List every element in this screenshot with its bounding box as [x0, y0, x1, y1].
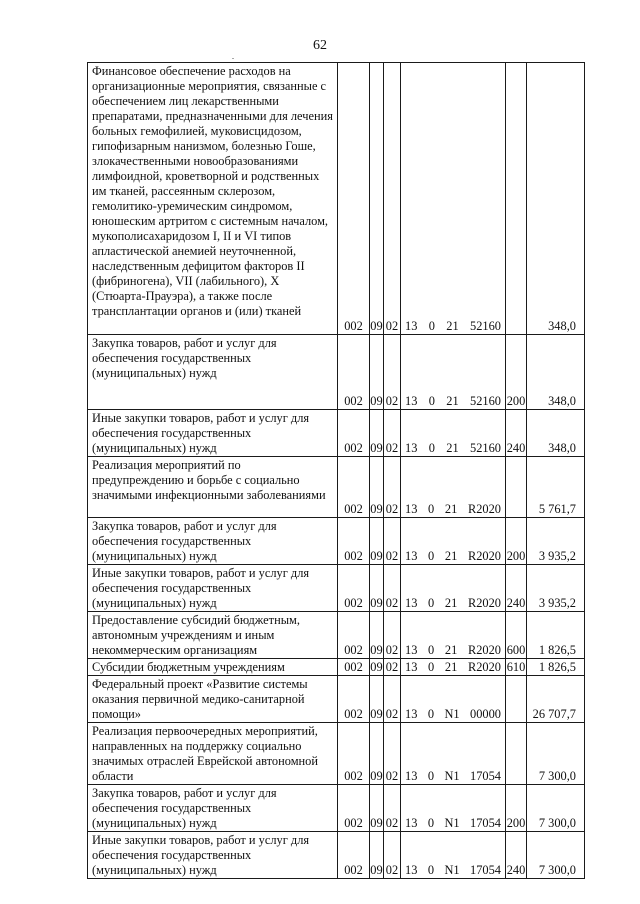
target-article-code	[401, 457, 506, 518]
target-direction-code: 52160	[470, 394, 501, 408]
target-direction-code: 52160	[470, 441, 501, 455]
row-name: Иные закупки товаров, работ и услуг для обеспечения государственных (муниципальных) нужд	[88, 410, 338, 457]
target-subprogram-code: 0	[427, 863, 435, 877]
target-subprogram-code: 0	[428, 660, 435, 674]
ministry-code: 002	[338, 612, 370, 659]
row-name: Закупка товаров, работ и услуг для обеспечения государственных (муниципальных) нужд	[88, 335, 338, 410]
subsection-code: 02	[384, 457, 401, 518]
target-article-parts	[403, 660, 503, 675]
subsection-code: 02	[384, 335, 401, 410]
expense-type-code	[506, 63, 527, 335]
target-subprogram-code: 0	[427, 769, 435, 783]
table-row	[88, 457, 585, 518]
target-program-code: 13	[405, 394, 418, 408]
target-subprogram-code: 0	[427, 816, 435, 830]
target-article-code	[401, 518, 506, 565]
ministry-code: 002	[338, 335, 370, 410]
target-article-code	[401, 612, 506, 659]
section-code: 09	[370, 723, 384, 785]
row-name: Реализация первоочередных мероприятий, направленных на поддержку социально значимых отраслей Еврейской автономной области	[88, 723, 338, 785]
table-row	[88, 659, 585, 676]
expense-type-code: 200	[506, 518, 527, 565]
expense-type-code: 610	[506, 660, 526, 674]
row-name: Предоставление субсидий бюджетным, автономным учреждениям и иным некоммерческим организациям	[88, 612, 338, 659]
subsection-code: 02	[384, 659, 401, 676]
target-article-parts	[403, 816, 503, 831]
target-program-code: 13	[405, 502, 418, 516]
ministry-code: 002	[338, 832, 370, 879]
target-direction-code: R2020	[467, 596, 501, 610]
row-name: Реализация мероприятий по предупреждению и борьбе с социально значимыми инфекционными заболеваниями	[88, 457, 338, 518]
subsection-code: 02	[384, 410, 401, 457]
target-article-parts	[403, 441, 503, 456]
amount-value: 348,0	[527, 335, 585, 410]
subsection-code: 02	[384, 518, 401, 565]
row-name: Субсидии бюджетным учреждениям	[88, 659, 338, 676]
target-project-code: 21	[446, 394, 459, 408]
target-program-code: 13	[405, 441, 418, 455]
section-code: 09	[370, 335, 384, 410]
target-article-code	[401, 335, 506, 410]
subsection-code: 02	[384, 565, 401, 612]
target-direction-code: R2020	[467, 643, 501, 657]
amount-value: 5 761,7	[527, 457, 585, 518]
amount-value: 3 935,2	[527, 518, 585, 565]
target-direction-code: 17054	[470, 769, 501, 783]
expense-type-code: 240	[506, 832, 527, 879]
budget-table	[87, 62, 585, 879]
section-code: 09	[370, 660, 383, 674]
target-subprogram-code: 0	[428, 643, 435, 657]
section-code: 09	[370, 785, 384, 832]
subsection-code: 02	[384, 612, 401, 659]
section-code: 09	[370, 518, 384, 565]
target-program-code: 13	[405, 549, 418, 563]
amount-value: 1 826,5	[527, 659, 585, 676]
target-article-parts	[403, 707, 503, 722]
target-direction-code: R2020	[467, 502, 501, 516]
ministry-code: 002	[338, 659, 370, 676]
target-program-code: 13	[405, 816, 418, 830]
target-article-code	[401, 63, 506, 335]
target-direction-code: R2020	[467, 549, 501, 563]
target-project-code: 21	[444, 643, 458, 657]
row-name: Иные закупки товаров, работ и услуг для обеспечения государственных (муниципальных) нужд	[88, 832, 338, 879]
ministry-code: 002	[338, 518, 370, 565]
target-project-code: 21	[446, 319, 459, 333]
table-row	[88, 676, 585, 723]
target-program-code: 13	[405, 596, 418, 610]
table-row	[88, 612, 585, 659]
target-article-parts	[403, 319, 503, 334]
subsection-code: 02	[384, 676, 401, 723]
table-row	[88, 723, 585, 785]
section-code: 09	[370, 63, 384, 335]
scan-mark: .	[232, 52, 234, 61]
target-project-code: 21	[446, 441, 459, 455]
subsection-code: 02	[384, 63, 401, 335]
amount-value: 26 707,7	[527, 676, 585, 723]
target-program-code: 13	[405, 863, 418, 877]
subsection-code: 02	[384, 832, 401, 879]
target-direction-code: 17054	[470, 863, 501, 877]
ministry-code: 002	[338, 565, 370, 612]
target-article-code	[401, 676, 506, 723]
target-program-code: 13	[405, 660, 418, 674]
amount-value: 7 300,0	[527, 832, 585, 879]
table-row	[88, 832, 585, 879]
subsection-code: 02	[384, 723, 401, 785]
table-row	[88, 63, 585, 335]
target-article-parts	[403, 502, 503, 517]
target-subprogram-code: 0	[427, 707, 435, 721]
subsection-code: 02	[384, 785, 401, 832]
page-number: 62	[313, 38, 327, 53]
target-article-code	[401, 723, 506, 785]
target-direction-code: 00000	[470, 707, 501, 721]
amount-value: 7 300,0	[527, 785, 585, 832]
target-subprogram-code: 0	[428, 441, 435, 455]
expense-type-code: 200	[506, 785, 527, 832]
target-article-code	[401, 410, 506, 457]
ministry-code: 002	[338, 457, 370, 518]
section-code: 09	[370, 457, 384, 518]
target-project-code: 21	[444, 660, 458, 674]
table-row	[88, 410, 585, 457]
target-direction-code: 52160	[470, 319, 501, 333]
table-row	[88, 518, 585, 565]
target-direction-code: 17054	[470, 816, 501, 830]
target-project-code: 21	[444, 549, 458, 563]
target-project-code: N1	[444, 816, 460, 830]
target-article-code	[401, 659, 506, 676]
ministry-code: 002	[338, 63, 370, 335]
target-article-parts	[403, 643, 503, 658]
expense-type-code: 240	[506, 565, 527, 612]
target-article-parts	[403, 863, 503, 878]
target-subprogram-code: 0	[428, 319, 435, 333]
target-project-code: N1	[444, 707, 460, 721]
ministry-code: 002	[338, 785, 370, 832]
row-name: Закупка товаров, работ и услуг для обеспечения государственных (муниципальных) нужд	[88, 785, 338, 832]
row-name: Закупка товаров, работ и услуг для обеспечения государственных (муниципальных) нужд	[88, 518, 338, 565]
target-subprogram-code: 0	[428, 549, 435, 563]
target-project-code: N1	[444, 863, 460, 877]
target-program-code: 13	[405, 319, 418, 333]
target-program-code: 13	[405, 769, 418, 783]
target-article-parts	[403, 394, 503, 409]
section-code: 09	[370, 410, 384, 457]
section-code: 09	[370, 676, 384, 723]
ministry-code: 002	[338, 723, 370, 785]
amount-value: 348,0	[527, 63, 585, 335]
row-name: Федеральный проект «Развитие системы оказания первичной медико-санитарной помощи»	[88, 676, 338, 723]
amount-value: 348,0	[527, 410, 585, 457]
table-row	[88, 785, 585, 832]
section-code: 09	[370, 565, 384, 612]
target-article-parts	[403, 549, 503, 564]
section-code: 09	[370, 832, 384, 879]
target-article-code	[401, 565, 506, 612]
expense-type-code: 600	[506, 612, 527, 659]
amount-value: 1 826,5	[527, 612, 585, 659]
target-article-code	[401, 785, 506, 832]
amount-value: 3 935,2	[527, 565, 585, 612]
target-program-code: 13	[405, 707, 418, 721]
expense-type-code	[506, 723, 527, 785]
target-program-code: 13	[405, 643, 418, 657]
table-row	[88, 335, 585, 410]
expense-type-code	[506, 676, 527, 723]
target-subprogram-code: 0	[428, 394, 435, 408]
expense-type-code: 240	[506, 410, 527, 457]
target-article-code	[401, 832, 506, 879]
row-name: Финансовое обеспечение расходов на организационные мероприятия, связанные с обеспечением лиц лекарственными препаратами, предназначенными для лечения больных гемофилией, муковисцидозом, гипофизарным нанизмом, болезнью Гоше, злокачественными новообразованиями лимфоидной, кроветворной и родственных им тканей, рассеянным склерозом, гемолитико-уремическим синдромом, юношеским артритом с системным началом, мукополисахаридозом I, II и VI типов апластической анемией неуточненной, наследственным дефицитом факторов II (фибриногена), VII (лабильного), X (Стюарта-Прауэра), а также после трансплантации органов и (или) тканей	[88, 63, 338, 335]
target-article-parts	[403, 769, 503, 784]
expense-type-code: 200	[506, 335, 527, 410]
section-code: 09	[370, 612, 384, 659]
target-project-code: 21	[444, 596, 458, 610]
expense-type-code	[506, 457, 527, 518]
target-subprogram-code: 0	[428, 596, 435, 610]
ministry-code: 002	[338, 676, 370, 723]
target-subprogram-code: 0	[428, 502, 435, 516]
target-article-parts	[403, 596, 503, 611]
ministry-code: 002	[338, 410, 370, 457]
target-project-code: 21	[444, 502, 458, 516]
target-direction-code: R2020	[467, 660, 501, 674]
amount-value: 7 300,0	[527, 723, 585, 785]
target-project-code: N1	[444, 769, 460, 783]
row-name: Иные закупки товаров, работ и услуг для обеспечения государственных (муниципальных) нужд	[88, 565, 338, 612]
table-row	[88, 565, 585, 612]
